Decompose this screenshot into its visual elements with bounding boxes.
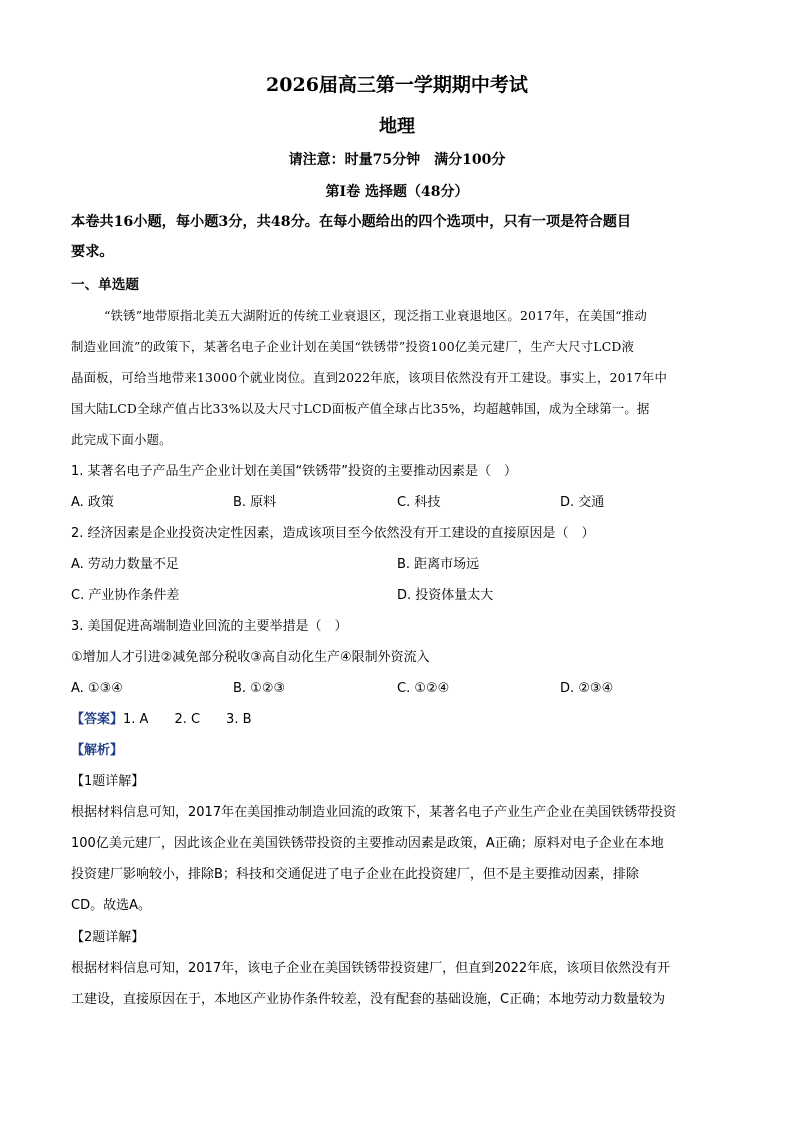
option-a: A. ①③④ xyxy=(71,681,123,696)
question-3-stem: 3. 美国促进高端制造业回流的主要举措是（ ） xyxy=(71,619,348,634)
material-line-5: 此完成下面小题。 xyxy=(71,432,172,447)
answer-text: 1. A 2. C 3. B xyxy=(123,712,252,727)
option-c: C. ①②④ xyxy=(397,681,450,696)
question-2-stem: 2. 经济因素是企业投资决定性因素，造成该项目至今依然没有开工建设的直接原因是（ ） xyxy=(71,526,595,541)
part-heading: 一、单选题 xyxy=(71,277,139,293)
option-b: B. 原料 xyxy=(233,495,277,510)
question-1-options xyxy=(71,493,726,513)
detail-2-line-2: 工建设，直接原因在于，本地区产业协作条件较差，没有配套的基础设施，C正确；本地劳动力数量较为 xyxy=(71,992,666,1007)
option-d: D. ②③④ xyxy=(560,681,614,696)
material-line-4: 国大陆LCD全球产值占比33%以及大尺寸LCD面板产值全球占比35%，均超越韩国，成为全球第一。据 xyxy=(71,401,650,416)
question-1-stem: 1. 某著名电子产品生产企业计划在美国“铁锈带”投资的主要推动因素是（ ） xyxy=(71,464,518,479)
detail-1-label: 【1题详解】 xyxy=(71,774,145,789)
option-d: D. 投资体量太大 xyxy=(397,588,494,603)
material-line-3: 晶面板，可给当地带来13000个就业岗位。直到2022年底，该项目依然没有开工建设。事实上，2017年中 xyxy=(71,370,668,385)
exam-notice: 请注意：时量75分钟 满分100分 xyxy=(288,152,506,168)
option-a: A. 政策 xyxy=(71,495,114,510)
detail-1-line-1: 根据材料信息可知，2017年在美国推动制造业回流的政策下，某著名电子产业生产企业在美国铁锈带投资 xyxy=(71,805,677,820)
instructions-line-1: 本卷共16小题，每小题3分，共48分。在每小题给出的四个选项中，只有一项是符合题目 xyxy=(71,214,632,230)
detail-1-line-2: 100亿美元建厂，因此该企业在美国铁锈带投资的主要推动因素是政策，A正确；原料对电子企业在本地 xyxy=(71,836,664,851)
section-title: 第Ⅰ卷 选择题（48分） xyxy=(325,184,469,200)
question-3-choices: ①增加人才引进②减免部分税收③高自动化生产④限制外资流入 xyxy=(71,650,430,665)
detail-2-label: 【2题详解】 xyxy=(71,930,145,945)
option-a: A. 劳动力数量不足 xyxy=(71,557,179,572)
instructions-line-2: 要求。 xyxy=(71,244,114,260)
option-c: C. 科技 xyxy=(397,495,441,510)
question-2-options-row-2 xyxy=(71,586,726,606)
option-b: B. ①②③ xyxy=(233,681,286,696)
answer-line xyxy=(71,710,726,730)
answer-label: 【答案】 xyxy=(71,712,124,727)
detail-1-line-3: 投资建厂影响较小，排除B；科技和交通促进了电子企业在此投资建厂，但不是主要推动因素，排除 xyxy=(71,867,639,882)
question-3-options xyxy=(71,679,726,699)
option-d: D. 交通 xyxy=(560,495,605,510)
question-2-options-row-1 xyxy=(71,555,726,575)
analysis-label: 【解析】 xyxy=(71,743,124,758)
subject-title: 地理 xyxy=(379,116,415,137)
material-line-1: “铁锈”地带原指北美五大湖附近的传统工业衰退区，现泛指工业衰退地区。2017年，在美国“推动 xyxy=(104,308,647,323)
option-c: C. 产业协作条件差 xyxy=(71,588,180,603)
material-line-2: 制造业回流”的政策下，某著名电子企业计划在美国“铁锈带”投资100亿美元建厂，生产大尺寸LCD液 xyxy=(71,339,635,354)
detail-2-line-1: 根据材料信息可知，2017年，该电子企业在美国铁锈带投资建厂，但直到2022年底，该项目依然没有开 xyxy=(71,961,671,976)
exam-title: 2026届高三第一学期期中考试 xyxy=(266,74,528,96)
detail-1-line-4: CD。故选A。 xyxy=(71,898,151,913)
option-b: B. 距离市场远 xyxy=(397,557,480,572)
